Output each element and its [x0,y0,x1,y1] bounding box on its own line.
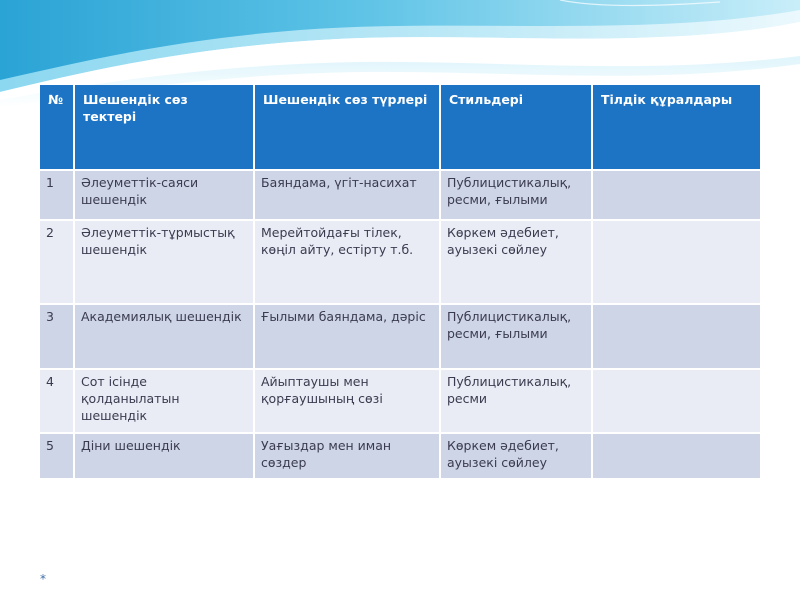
genre-cell: Әлеуметтік-тұрмыстық шешендік [74,220,254,304]
styles-cell: Публицистикалық, ресми, ғылыми [440,170,592,220]
styles-cell: Көркем әдебиет, ауызекі сөйлеу [440,220,592,304]
table-header-row [40,85,760,170]
table-row [40,220,760,304]
row-number: 1 [40,170,74,220]
types-cell: Айыптаушы мен қорғаушының сөзі [254,369,440,433]
styles-cell: Публицистикалық, ресми [440,369,592,433]
table-row [40,304,760,369]
row-number: 2 [40,220,74,304]
language-tools-cell [592,433,760,478]
column-header-types: Шешендік сөз түрлері [254,85,440,170]
table-row [40,170,760,220]
types-cell: Ғылыми баяндама, дәріс [254,304,440,369]
genre-cell: Әлеуметтік-саяси шешендік [74,170,254,220]
column-header-styles: Стильдері [440,85,592,170]
genre-cell: Сот ісінде қолданылатын шешендік [74,369,254,433]
language-tools-cell [592,304,760,369]
row-number: 4 [40,369,74,433]
types-cell: Мерейтойдағы тілек, көңіл айту, естірту т.б. [254,220,440,304]
column-header-number: № [40,85,74,170]
footer-mark: * [40,572,46,586]
column-header-language-tools: Тілдік құралдары [592,85,760,170]
language-tools-cell [592,220,760,304]
genre-cell: Діни шешендік [74,433,254,478]
styles-cell: Көркем әдебиет, ауызекі сөйлеу [440,433,592,478]
oratory-table [40,85,760,478]
column-header-genres: Шешендік сөз тектері [74,85,254,170]
language-tools-cell [592,170,760,220]
styles-cell: Публицистикалық, ресми, ғылыми [440,304,592,369]
genre-cell: Академиялық шешендік [74,304,254,369]
row-number: 5 [40,433,74,478]
table-container [40,85,760,478]
table-row [40,369,760,433]
row-number: 3 [40,304,74,369]
table-row [40,433,760,478]
types-cell: Баяндама, үгіт-насихат [254,170,440,220]
types-cell: Уағыздар мен иман сөздер [254,433,440,478]
language-tools-cell [592,369,760,433]
